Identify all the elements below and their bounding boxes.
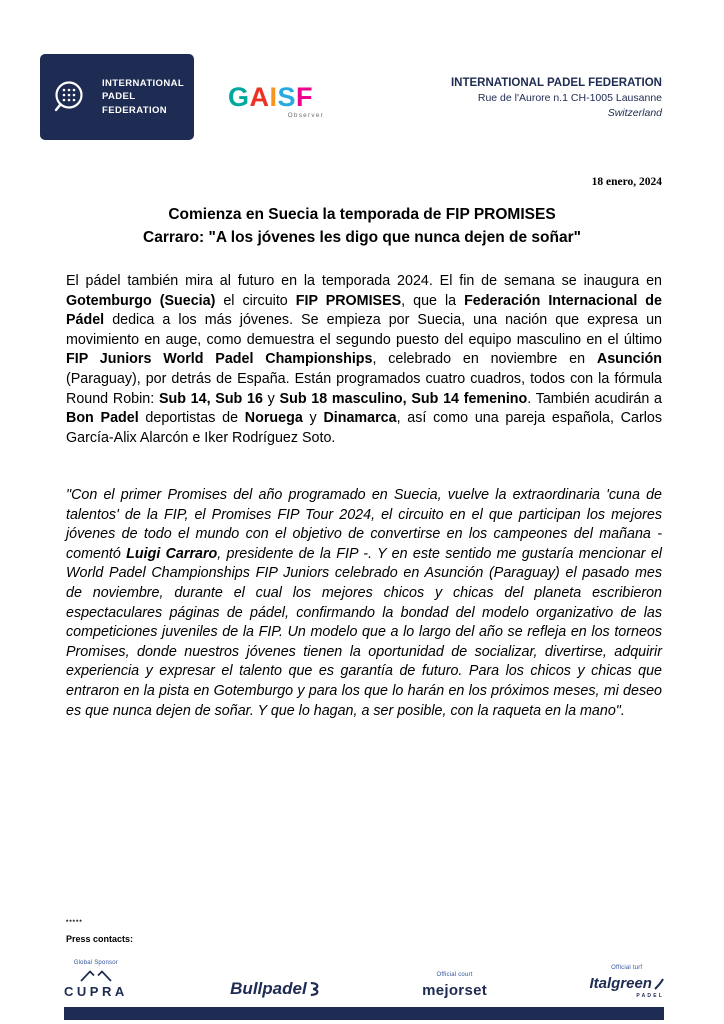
italgreen-wordmark: Italgreen [589,975,652,992]
title-line2: Carraro: "A los jóvenes les digo que nunca dejen de soñar" [143,229,581,246]
italgreen-swoosh-icon [654,978,664,990]
press-release-title [0,203,724,249]
bullpadel-swoosh-icon [309,981,320,997]
paragraph-intro: El pádel también mira al futuro en la temporada 2024. El fin de semana se inaugura en Gotemburgo (Suecia) el circuito FIP PROMISES, que la Federación Internacional de Pádel dedica a los más jóvenes. Se empieza por Suecia, una nación que expresa un movimiento en auge, como demuestra el segundo puesto del equipo masculino en el último FIP Juniors World Padel Championships, celebrado en noviembre en Asunción (Paraguay), por detrás de España. Están programados cuatro cuadros, todos con la fórmula Round Robin: Sub 14, Sub 16 y Sub 18 masculino, Sub 14 femenino. También acudirán a Bon Padel deportistas de Noruega y Dinamarca, así como una pareja española, Carlos García-Alix Alarcón e Iker Rodríguez Soto. [66,273,663,446]
sponsors-row [64,960,664,999]
address-street: Rue de l'Aurore n.1 CH-1005 Lausanne [477,92,662,104]
ipf-logo-line3: FEDERATION [102,104,168,116]
mejorset-logo: mejorset [422,982,488,999]
paragraph-quote: "Con el primer Promises del año programado en Suecia, vuelve la extraordinaria 'cuna de talentos' de la FIP, el Promises FIP Tour 2024, el circuito en el que participan los mejores jóvenes de todo el mundo con el objetivo de convertirse en los campeones del mañana - comentó Luigi Carraro, presidente de la FIP -. Y en este sentido me gustaría mencionar el World Padel Championships FIP Juniors celebrado en Asunción (Paraguay) el pasado mes de noviembre, durante el cual los mejores chicos y chicas del planeta escribieron espectaculares páginas de pádel, confirmando la bondad del modelo organizativo de las competiciones juveniles de la FIP. Un modelo que a lo largo del año se refleja en los torneos Promises, donde nuestros jóvenes tienen la oportunidad de socializar, divertirse, adquirir experiencia y expresar el talento que es garantía de futuro. Para los chicos y chicas que entraron en la pista en Gotemburgo y para los que lo harán en los próximos meses, mi deseo es que nunca dejen de soñar. Y que lo hagan, a ser posible, con la raqueta en la mano". [66,487,662,719]
date-line: 18 enero, 2024 [591,176,662,188]
cupra-wordmark: CUPRA [64,984,128,999]
sponsor-italgreen [589,965,664,999]
sponsor-bullpadel [230,969,320,999]
gaisf-observer-label: Observer [287,112,324,119]
press-contacts-label: Press contacts: [66,934,134,944]
sponsor-mejorset [422,972,487,999]
cupra-emblem-icon [80,970,112,982]
italgreen-logo [589,975,664,999]
footnote-asterisks: ***** [66,920,83,926]
gaisf-wordmark: GAISF [228,82,314,112]
bullpadel-logo [230,979,320,999]
ipf-logo-line1: INTERNATIONAL [102,77,185,89]
footer-bar [64,1007,664,1020]
bullpadel-wordmark: Bullpadel [230,979,307,998]
gaisf-logo [228,84,328,119]
ipf-logo [40,54,194,140]
italgreen-padel-label: PADEL [636,993,664,999]
sponsor-cupra-label: Global Sponsor [73,960,118,966]
address-country: Switzerland [607,107,662,119]
sponsor-cupra [64,960,128,999]
ipf-logo-line2: PADEL [102,91,136,103]
padel-racket-icon [50,79,86,115]
sponsor-italgreen-label: Official turf [611,965,643,971]
sponsor-mejorset-label: Official court [436,972,473,978]
cupra-logo [64,970,128,999]
address-block [451,76,662,121]
ipf-logo-text [102,77,184,118]
address-org-name: INTERNATIONAL PADEL FEDERATION [450,77,662,89]
title-line1: Comienza en Suecia la temporada de FIP PROMISES [168,206,556,223]
